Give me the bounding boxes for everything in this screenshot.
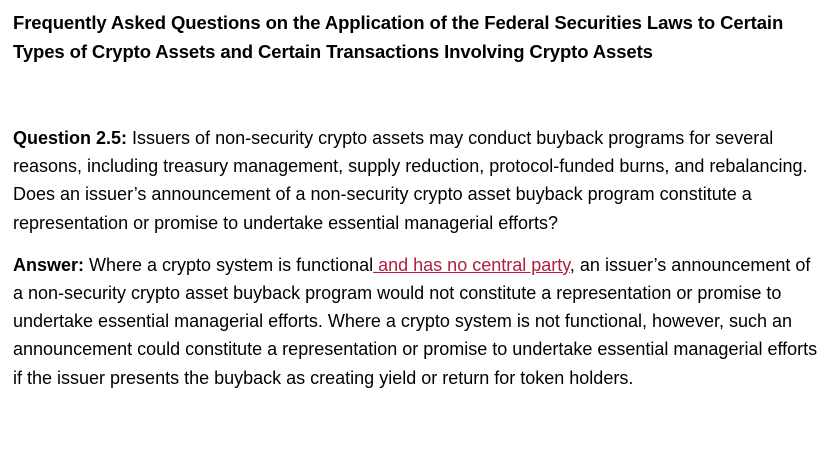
question-paragraph: [13, 124, 818, 237]
answer-text-after: , an issuer’s announcement of a non-security crypto asset buyback program would not constitute a representation or promise to undertake essential managerial efforts. Where a crypto system is not functional, however, such an announcement could constitute a representation or promise to undertake essential managerial efforts if the issuer presents the buyback as creating yield or return for token holders.: [13, 254, 818, 388]
inserted-text-link[interactable]: and has no central party: [373, 254, 570, 275]
question-label: Question 2.5:: [13, 128, 128, 148]
page-title: Frequently Asked Questions on the Application of the Federal Securities Laws to Certain Types of Crypto Assets and Certain Transactions Involving Crypto Assets: [13, 12, 784, 62]
answer-label: Answer:: [13, 254, 85, 275]
answer-text-before: Where a crypto system is functional: [84, 254, 374, 275]
document-body: [13, 9, 818, 392]
answer-paragraph: [13, 251, 818, 392]
question-text: Issuers of non-security crypto assets may conduct buyback programs for several reasons, including treasury management, supply reduction, protocol-funded burns, and rebalancing. Does an issuer’s announcement of a non-security crypto asset buyback program constitute a representation or promise to undertake essential managerial efforts?: [13, 128, 808, 233]
